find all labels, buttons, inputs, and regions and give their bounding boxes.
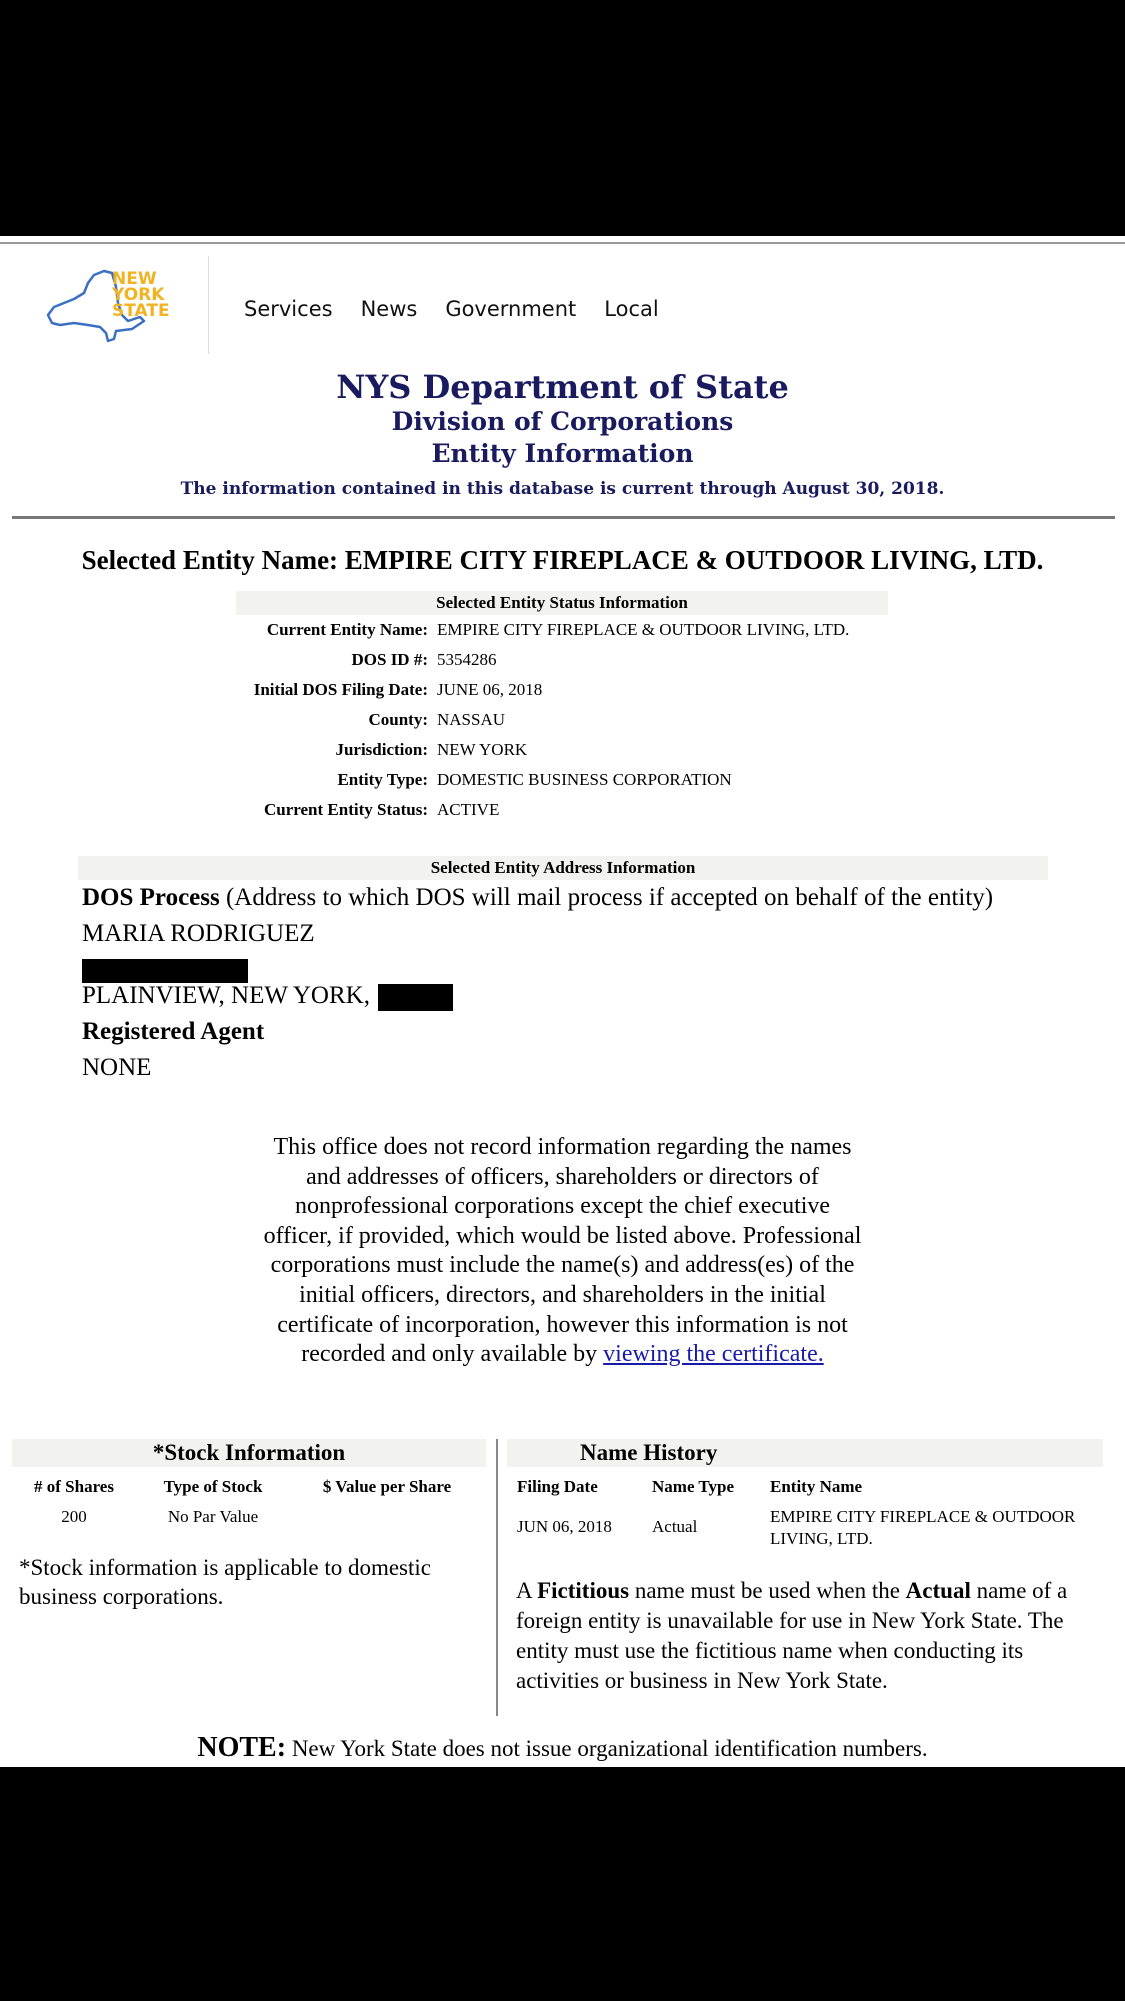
fict-note-mid: name must be used when the: [629, 1578, 906, 1603]
status-label: Entity Type:: [337, 770, 428, 789]
city-text: PLAINVIEW, NEW YORK,: [82, 982, 370, 1009]
stock-shares: 200: [61, 1507, 87, 1526]
fict-note-fictitious: Fictitious: [537, 1578, 630, 1603]
status-value: NASSAU: [437, 710, 506, 729]
fict-note-end: name of a foreign entity is unavailable for use in New York State. The entity must use the fictitious name when conducting its activities or business in New York State.: [516, 1578, 1068, 1693]
fictitious-note: [516, 1576, 1108, 1696]
status-row: [160, 735, 527, 765]
nav-services[interactable]: Services: [244, 297, 333, 321]
status-heading: Selected Entity Status Information: [236, 591, 888, 615]
status-row: [160, 705, 505, 735]
fict-note-actual: Actual: [905, 1578, 971, 1603]
process-name: MARIA RODRIGUEZ: [82, 920, 315, 947]
status-label: Initial DOS Filing Date:: [253, 680, 428, 699]
redacted-street: [82, 956, 248, 984]
registered-agent-label: Registered Agent: [82, 1018, 265, 1045]
status-value: NEW YORK: [437, 740, 528, 759]
address-heading: Selected Entity Address Information: [78, 856, 1048, 880]
office-note: [260, 1133, 865, 1370]
status-value: JUNE 06, 2018: [437, 680, 543, 699]
name-history-title: Name History: [580, 1440, 718, 1465]
status-value: ACTIVE: [437, 800, 500, 819]
page: [0, 236, 1125, 1767]
col-name-type: Name Type: [652, 1477, 735, 1496]
note-text: New York State does not issue organizational identification numbers.: [286, 1736, 928, 1761]
column-divider: [496, 1439, 498, 1716]
status-row: [160, 645, 497, 675]
dos-process-desc: (Address to which DOS will mail process if accepted on behalf of the entity): [219, 884, 994, 911]
nys-logo[interactable]: [44, 263, 180, 343]
col-shares: # of Shares: [34, 1477, 114, 1496]
selected-entity-name: Selected Entity Name: EMPIRE CITY FIREPLACE & OUTDOOR LIVING, LTD.: [81, 545, 1044, 575]
logo-text: NEW YORK STATE: [112, 269, 170, 321]
stock-note: *Stock information is applicable to domestic business corporations.: [19, 1555, 432, 1609]
status-row: [160, 675, 542, 705]
header-divider: [12, 516, 1115, 519]
history-date: JUN 06, 2018: [517, 1517, 612, 1536]
status-value: 5354286: [437, 650, 497, 669]
view-certificate-link[interactable]: viewing the certificate.: [603, 1341, 824, 1368]
status-value: DOMESTIC BUSINESS CORPORATION: [437, 770, 732, 789]
city-line: [82, 982, 453, 1011]
logo-divider: [208, 256, 209, 354]
section-title: Entity Information: [431, 439, 694, 468]
stock-heading: *Stock Information: [12, 1439, 486, 1467]
currency-note: The information contained in this database is current through August 30, 2018.: [180, 479, 945, 499]
col-stock-type: Type of Stock: [163, 1477, 263, 1496]
stock-type: No Par Value: [167, 1507, 259, 1526]
page-title: NYS Department of State: [336, 368, 789, 406]
footer-note: [0, 1732, 1125, 1764]
status-label: Current Entity Name:: [266, 620, 428, 639]
history-entity-name: EMPIRE CITY FIREPLACE & OUTDOOR LIVING, LTD.: [770, 1507, 1076, 1548]
dos-process-line: [82, 884, 993, 912]
nav-news[interactable]: News: [360, 297, 418, 321]
status-label: County:: [368, 710, 428, 729]
registered-agent-value: NONE: [82, 1054, 152, 1081]
redaction-bar: [378, 984, 453, 1011]
division-title: Division of Corporations: [391, 407, 734, 436]
dos-process-label: DOS Process: [82, 884, 220, 911]
top-rule: [0, 242, 1125, 244]
status-row: [160, 765, 732, 795]
main-nav: [244, 297, 659, 321]
history-type: Actual: [652, 1517, 698, 1536]
nav-government[interactable]: Government: [445, 297, 577, 321]
col-value-per-share: $ Value per Share: [322, 1477, 452, 1496]
office-note-text: This office does not record information regarding the names and addresses of officers, shareholders or directors of nonprofessional corporations except the chief executive officer, if provided, which would be listed above. Professional corporations must include the name(s) and address(es) of the initial officers, directors, and shareholders in the initial certificate of incorporation, however this information is not recorded and only available by: [263, 1134, 862, 1368]
nav-local[interactable]: Local: [604, 297, 659, 321]
status-row: [160, 615, 849, 645]
note-label: NOTE:: [197, 1732, 287, 1763]
fict-note-a: A: [516, 1578, 538, 1603]
status-label: DOS ID #:: [351, 650, 428, 669]
status-value: EMPIRE CITY FIREPLACE & OUTDOOR LIVING, LTD.: [437, 620, 850, 639]
col-entity-name: Entity Name: [770, 1477, 863, 1496]
status-label: Current Entity Status:: [263, 800, 428, 819]
status-row: [160, 795, 499, 825]
status-label: Jurisdiction:: [335, 740, 428, 759]
name-history-heading: [507, 1439, 1103, 1467]
redaction-bar: [82, 959, 248, 983]
col-filing-date: Filing Date: [517, 1477, 598, 1496]
